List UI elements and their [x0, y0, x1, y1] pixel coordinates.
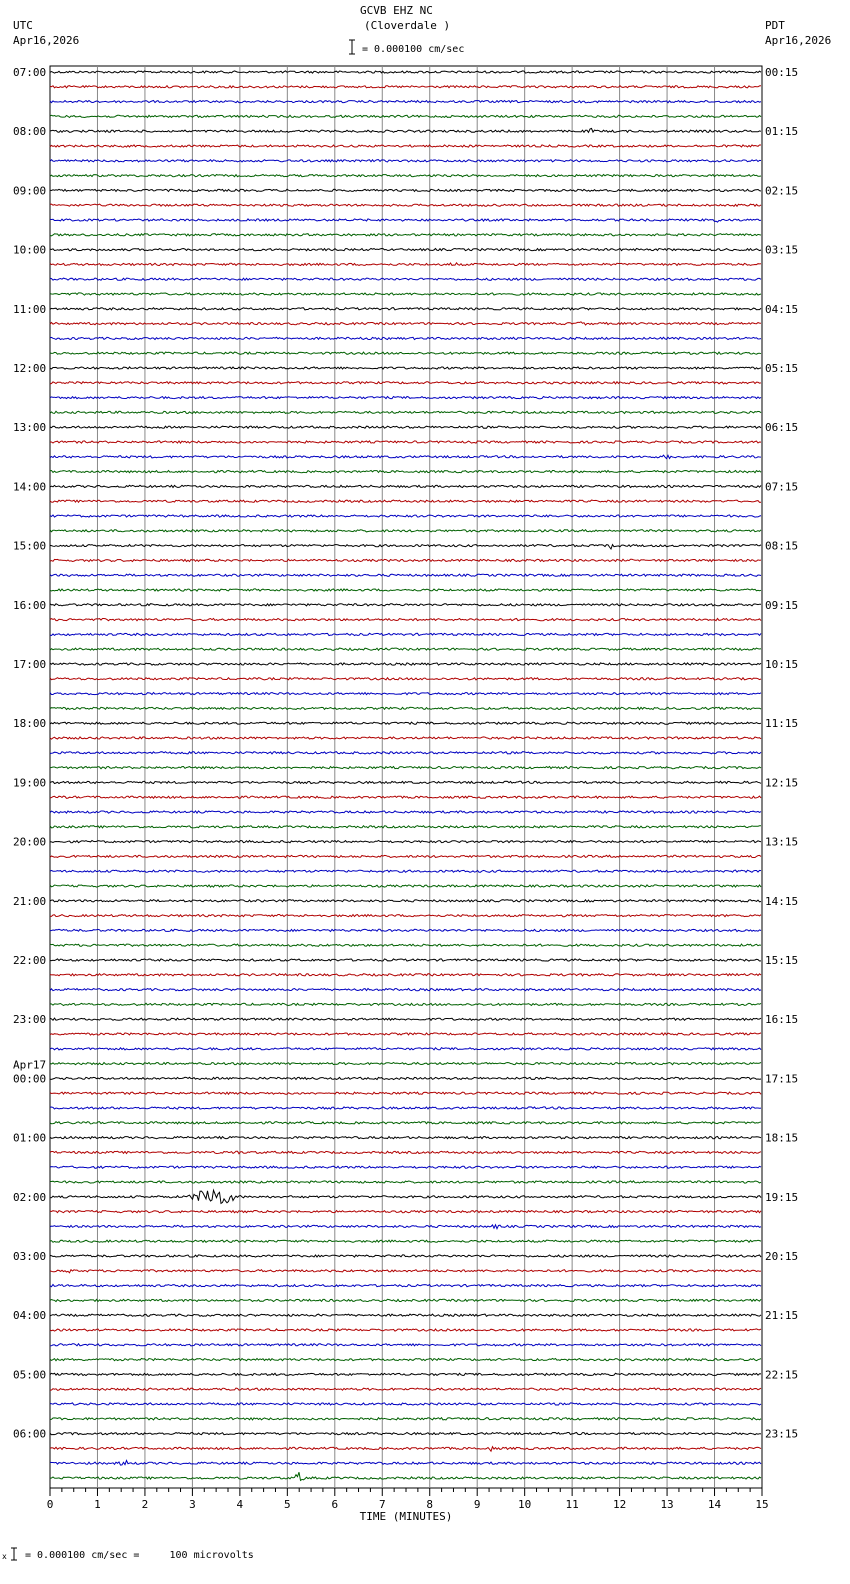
seismic-trace: [50, 1388, 761, 1390]
seismic-trace: [50, 293, 761, 295]
seismic-trace: [50, 855, 761, 857]
pdt-hour-label: 21:15: [765, 1309, 799, 1323]
seismic-trace: [50, 737, 761, 739]
seismic-trace: [50, 959, 761, 961]
seismic-trace: [50, 559, 761, 561]
seismic-trace: [50, 1018, 761, 1020]
pdt-hour-label: 08:15: [765, 539, 799, 553]
seismic-trace: [50, 471, 761, 473]
pdt-hour-label: 15:15: [765, 954, 799, 967]
utc-hour-label: 23:00: [13, 1013, 47, 1027]
pdt-hour-label: 14:15: [765, 894, 799, 908]
seismic-trace: [50, 707, 761, 709]
seismic-trace: [50, 1151, 761, 1153]
pdt-hour-label: 20:15: [765, 1250, 799, 1263]
utc-hour-label: 11:00: [13, 302, 47, 316]
seismic-trace: [50, 1447, 761, 1452]
seismic-trace: [50, 1137, 761, 1139]
pdt-hour-label: 02:15: [765, 184, 799, 198]
utc-hour-label: 05:00: [13, 1368, 47, 1382]
pdt-hour-label: 12:15: [765, 776, 799, 790]
x-tick-label: 6: [331, 1498, 339, 1511]
pdt-hour-label: 04:15: [765, 302, 799, 316]
x-tick-label: 5: [284, 1498, 291, 1511]
utc-hour-label: 18:00: [13, 717, 47, 731]
pdt-hour-label: 07:15: [765, 480, 799, 494]
seismic-trace: [50, 382, 761, 384]
seismic-trace: [50, 1211, 761, 1213]
x-tick-label: 3: [189, 1498, 196, 1511]
x-tick-label: 9: [473, 1498, 481, 1511]
seismic-trace: [50, 71, 761, 73]
seismic-trace: [50, 900, 761, 902]
seismic-trace: [50, 826, 761, 828]
seismic-trace: [50, 86, 761, 88]
seismic-trace: [50, 663, 761, 665]
seismic-trace: [50, 219, 761, 222]
seismic-trace: [50, 1166, 761, 1168]
footer-corner-mark: x: [2, 1552, 7, 1561]
x-tick-label: 10: [518, 1498, 532, 1511]
seismic-trace: [50, 915, 761, 917]
seismic-trace: [50, 1190, 761, 1203]
seismic-trace: [50, 397, 761, 399]
date-change-label: Apr17: [13, 1058, 47, 1072]
seismic-trace: [50, 500, 761, 502]
x-tick-label: 14: [707, 1498, 722, 1511]
seismic-trace: [50, 263, 761, 266]
seismic-trace: [50, 1314, 761, 1316]
seismic-trace: [50, 115, 761, 117]
scale-bar-symbol: [349, 40, 355, 54]
utc-hour-label: 09:00: [13, 184, 47, 198]
seismic-trace: [50, 811, 761, 813]
utc-hour-label: 20:00: [13, 835, 47, 849]
seismic-trace: [50, 545, 761, 550]
seismic-trace: [50, 308, 761, 310]
seismic-trace: [50, 1225, 761, 1229]
pdt-hour-label: 16:15: [765, 1013, 799, 1027]
seismic-trace: [50, 841, 761, 843]
seismic-trace: [50, 796, 761, 798]
utc-hour-label: 10:00: [13, 243, 47, 257]
seismic-trace: [50, 1122, 761, 1124]
utc-hour-label: 13:00: [13, 421, 47, 435]
pdt-hour-label: 23:15: [765, 1427, 799, 1441]
seismic-trace: [50, 974, 761, 976]
x-tick-label: 8: [426, 1498, 434, 1511]
pdt-hour-label: 11:15: [765, 717, 799, 731]
x-tick-label: 1: [94, 1498, 101, 1511]
utc-hour-label: 08:00: [13, 125, 47, 139]
pdt-hour-label: 06:15: [765, 421, 799, 435]
utc-hour-label: 01:00: [13, 1131, 47, 1145]
utc-hour-label: 00:00: [13, 1072, 47, 1086]
pdt-hour-label: 09:15: [765, 598, 799, 612]
seismic-trace: [50, 337, 761, 339]
seismic-trace: [50, 515, 761, 517]
pdt-hour-label: 01:15: [765, 125, 799, 139]
seismic-trace: [50, 885, 761, 887]
seismic-trace: [50, 619, 761, 621]
utc-hour-label: 15:00: [13, 539, 47, 553]
x-tick-label: 2: [141, 1498, 149, 1511]
seismic-trace: [50, 145, 761, 147]
seismic-trace: [50, 1033, 761, 1035]
seismic-trace: [50, 367, 761, 369]
utc-hour-label: 19:00: [13, 776, 47, 790]
seismic-trace: [50, 781, 761, 783]
seismic-trace: [50, 589, 761, 591]
utc-hour-label: 17:00: [13, 658, 47, 671]
utc-hour-label: 04:00: [13, 1309, 47, 1323]
pdt-hour-label: 22:15: [765, 1368, 799, 1382]
seismic-trace: [50, 1077, 761, 1079]
seismic-trace: [50, 1092, 761, 1094]
seismic-trace: [50, 1107, 761, 1109]
x-tick-label: 12: [612, 1498, 627, 1511]
right-date: Apr16,2026: [765, 34, 832, 47]
pdt-hour-label: 10:15: [765, 658, 799, 671]
seismic-trace: [50, 204, 761, 206]
pdt-hour-label: 03:15: [765, 243, 799, 257]
station-location: (Cloverdale ): [364, 19, 451, 32]
seismic-trace: [50, 1403, 761, 1405]
seismic-trace: [50, 1418, 761, 1420]
utc-hour-label: 03:00: [13, 1250, 47, 1263]
seismic-trace: [50, 530, 761, 532]
seismic-trace: [50, 1472, 761, 1480]
pdt-hour-label: 18:15: [765, 1131, 799, 1145]
seismic-trace: [50, 128, 761, 132]
seismic-trace: [50, 1460, 761, 1465]
seismic-trace: [50, 1063, 761, 1065]
utc-hour-label: 16:00: [13, 598, 47, 612]
seismic-trace: [50, 189, 761, 191]
utc-hour-label: 02:00: [13, 1190, 47, 1204]
x-tick-label: 0: [46, 1498, 54, 1511]
utc-hour-label: 21:00: [13, 894, 47, 908]
x-tick-label: 13: [660, 1498, 674, 1511]
seismic-trace: [50, 278, 761, 280]
seismic-trace: [50, 633, 761, 635]
seismic-trace: [50, 234, 761, 236]
seismic-trace: [50, 678, 761, 680]
seismic-trace: [50, 767, 761, 769]
seismic-trace: [50, 1255, 761, 1257]
utc-hour-label: 07:00: [13, 66, 47, 79]
seismic-trace: [50, 352, 761, 354]
seismic-trace: [50, 1240, 761, 1242]
seismic-trace: [50, 455, 761, 458]
left-date: Apr16,2026: [13, 34, 80, 47]
footer-scale-legend: = 0.000100 cm/sec = 100 microvolts: [25, 1550, 254, 1561]
utc-hour-label: 14:00: [13, 480, 47, 494]
x-tick-label: 7: [378, 1498, 386, 1511]
seismic-trace: [50, 929, 761, 931]
pdt-hour-label: 19:15: [765, 1190, 799, 1204]
seismic-trace: [50, 693, 761, 695]
scale-legend: = 0.000100 cm/sec: [362, 44, 465, 55]
pdt-hour-label: 17:15: [765, 1072, 799, 1086]
seismic-trace: [50, 604, 761, 606]
utc-hour-label: 06:00: [13, 1427, 47, 1441]
utc-hour-label: 12:00: [13, 362, 47, 375]
seismic-trace: [50, 411, 761, 413]
seismic-trace: [50, 101, 761, 103]
seismic-trace: [50, 1285, 761, 1287]
seismic-trace: [50, 1373, 761, 1375]
seismic-trace: [50, 1270, 761, 1273]
seismic-trace: [50, 944, 761, 946]
utc-hour-label: 22:00: [13, 954, 47, 967]
seismic-trace: [50, 249, 761, 251]
seismic-trace: [50, 752, 761, 754]
seismic-trace: [50, 322, 761, 325]
right-timezone: PDT: [765, 19, 785, 32]
footer-scale-bar-symbol: [11, 1548, 17, 1560]
pdt-hour-label: 00:15: [765, 66, 799, 79]
station-title: GCVB EHZ NC: [360, 4, 433, 17]
pdt-hour-label: 13:15: [765, 835, 799, 849]
seismic-trace: [50, 722, 761, 724]
seismic-trace: [50, 1344, 761, 1346]
seismic-trace: [50, 1359, 761, 1361]
seismic-trace: [50, 426, 761, 428]
seismic-trace: [50, 989, 761, 991]
x-tick-label: 15: [755, 1498, 769, 1511]
seismic-trace: [50, 1433, 761, 1435]
pdt-hour-label: 05:15: [765, 362, 799, 375]
seismic-trace: [50, 160, 761, 162]
seismic-trace: [50, 441, 761, 443]
seismic-trace: [50, 1048, 761, 1050]
seismic-trace: [50, 1003, 761, 1005]
left-timezone: UTC: [13, 19, 33, 32]
seismic-trace: [50, 870, 761, 872]
x-tick-label: 4: [236, 1498, 244, 1511]
seismic-trace: [50, 175, 761, 177]
seismic-trace: [50, 485, 761, 487]
seismic-trace: [50, 1299, 761, 1301]
x-tick-label: 11: [565, 1498, 579, 1511]
seismic-trace: [50, 648, 761, 650]
seismic-trace: [50, 1329, 761, 1331]
seismic-trace: [50, 1181, 761, 1183]
x-axis-label: TIME (MINUTES): [359, 1510, 453, 1523]
seismic-trace: [50, 574, 761, 576]
